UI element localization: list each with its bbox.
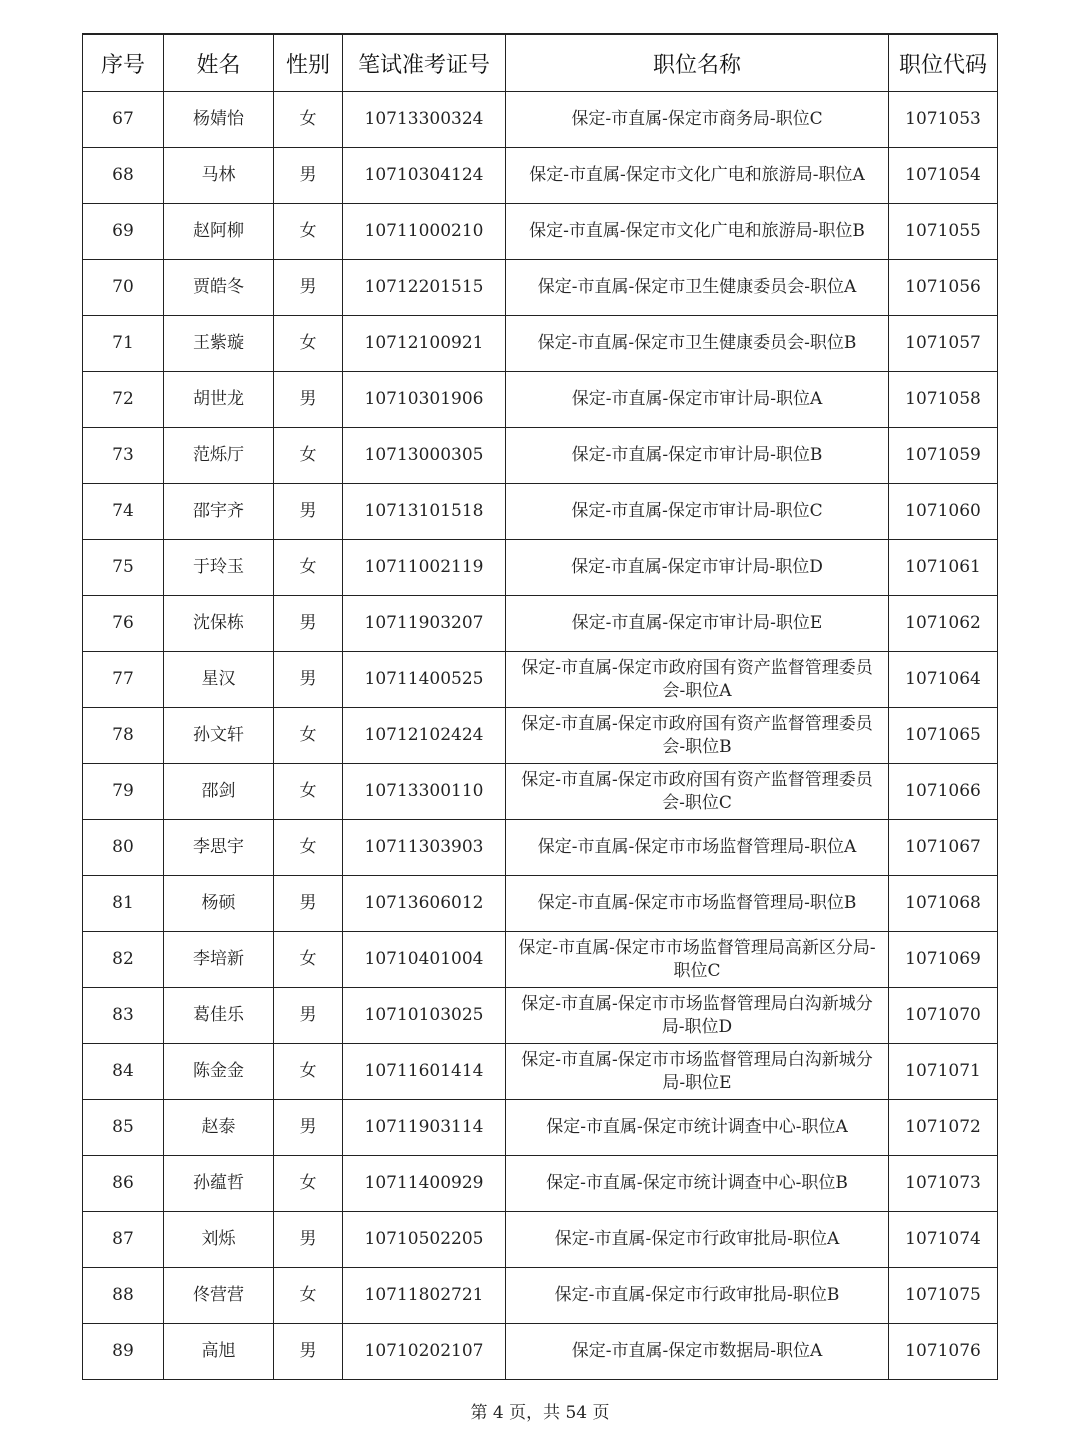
cell-gender: 女 <box>274 764 343 820</box>
cell-position-code: 1071071 <box>889 1044 998 1100</box>
cell-name: 高旭 <box>164 1324 274 1380</box>
header-exam-id: 笔试准考证号 <box>343 34 506 92</box>
cell-name: 赵泰 <box>164 1100 274 1156</box>
cell-serial-number: 87 <box>83 1212 164 1268</box>
cell-name: 佟营营 <box>164 1268 274 1324</box>
cell-name: 马林 <box>164 148 274 204</box>
cell-gender: 女 <box>274 316 343 372</box>
cell-exam-id: 10711000210 <box>343 204 506 260</box>
cell-name: 范烁厅 <box>164 428 274 484</box>
cell-serial-number: 89 <box>83 1324 164 1380</box>
cell-name: 刘烁 <box>164 1212 274 1268</box>
cell-position-name: 保定-市直属-保定市文化广电和旅游局-职位B <box>506 204 889 260</box>
cell-serial-number: 80 <box>83 820 164 876</box>
cell-position-code: 1071062 <box>889 596 998 652</box>
cell-position-name: 保定-市直属-保定市审计局-职位D <box>506 540 889 596</box>
roster-table <box>82 33 998 1380</box>
table-row <box>83 372 998 428</box>
cell-serial-number: 68 <box>83 148 164 204</box>
cell-gender: 男 <box>274 1212 343 1268</box>
cell-exam-id: 10711400929 <box>343 1156 506 1212</box>
cell-position-code: 1071060 <box>889 484 998 540</box>
cell-exam-id: 10711903207 <box>343 596 506 652</box>
cell-name: 李思宇 <box>164 820 274 876</box>
cell-gender: 女 <box>274 1156 343 1212</box>
cell-name: 李培新 <box>164 932 274 988</box>
cell-name: 杨硕 <box>164 876 274 932</box>
cell-name: 赵阿柳 <box>164 204 274 260</box>
cell-position-name: 保定-市直属-保定市卫生健康委员会-职位A <box>506 260 889 316</box>
cell-position-name: 保定-市直属-保定市政府国有资产监督管理委员会-职位B <box>506 708 889 764</box>
cell-gender: 男 <box>274 596 343 652</box>
cell-gender: 女 <box>274 820 343 876</box>
cell-gender: 男 <box>274 1324 343 1380</box>
table-row <box>83 764 998 820</box>
cell-position-code: 1071072 <box>889 1100 998 1156</box>
cell-position-name: 保定-市直属-保定市文化广电和旅游局-职位A <box>506 148 889 204</box>
cell-gender: 女 <box>274 428 343 484</box>
cell-position-code: 1071069 <box>889 932 998 988</box>
table-row <box>83 876 998 932</box>
cell-exam-id: 10710502205 <box>343 1212 506 1268</box>
cell-position-name: 保定-市直属-保定市政府国有资产监督管理委员会-职位C <box>506 764 889 820</box>
cell-name: 葛佳乐 <box>164 988 274 1044</box>
cell-position-code: 1071070 <box>889 988 998 1044</box>
cell-gender: 男 <box>274 148 343 204</box>
cell-gender: 男 <box>274 988 343 1044</box>
cell-position-name: 保定-市直属-保定市商务局-职位C <box>506 92 889 148</box>
cell-name: 贾皓冬 <box>164 260 274 316</box>
cell-position-code: 1071055 <box>889 204 998 260</box>
cell-exam-id: 10710202107 <box>343 1324 506 1380</box>
table-row <box>83 1044 998 1100</box>
cell-position-name: 保定-市直属-保定市市场监督管理局白沟新城分局-职位D <box>506 988 889 1044</box>
cell-position-code: 1071056 <box>889 260 998 316</box>
cell-name: 邵宇齐 <box>164 484 274 540</box>
cell-position-code: 1071074 <box>889 1212 998 1268</box>
table-row <box>83 820 998 876</box>
cell-exam-id: 10710304124 <box>343 148 506 204</box>
cell-position-code: 1071065 <box>889 708 998 764</box>
cell-name: 孙文轩 <box>164 708 274 764</box>
cell-exam-id: 10713101518 <box>343 484 506 540</box>
header-name: 姓名 <box>164 34 274 92</box>
cell-serial-number: 77 <box>83 652 164 708</box>
cell-position-name: 保定-市直属-保定市审计局-职位B <box>506 428 889 484</box>
cell-gender: 女 <box>274 92 343 148</box>
table-row <box>83 428 998 484</box>
cell-position-code: 1071057 <box>889 316 998 372</box>
cell-name: 陈金金 <box>164 1044 274 1100</box>
table-row <box>83 1268 998 1324</box>
cell-gender: 男 <box>274 876 343 932</box>
cell-serial-number: 88 <box>83 1268 164 1324</box>
table-row <box>83 1324 998 1380</box>
cell-position-name: 保定-市直属-保定市卫生健康委员会-职位B <box>506 316 889 372</box>
cell-serial-number: 73 <box>83 428 164 484</box>
cell-position-code: 1071061 <box>889 540 998 596</box>
cell-exam-id: 10711002119 <box>343 540 506 596</box>
cell-position-name: 保定-市直属-保定市统计调查中心-职位A <box>506 1100 889 1156</box>
table-row <box>83 1100 998 1156</box>
cell-position-code: 1071073 <box>889 1156 998 1212</box>
cell-position-code: 1071066 <box>889 764 998 820</box>
cell-gender: 女 <box>274 1268 343 1324</box>
table-row <box>83 932 998 988</box>
table-row <box>83 596 998 652</box>
cell-position-name: 保定-市直属-保定市市场监督管理局-职位A <box>506 820 889 876</box>
cell-gender: 女 <box>274 1044 343 1100</box>
cell-exam-id: 10713606012 <box>343 876 506 932</box>
cell-exam-id: 10710103025 <box>343 988 506 1044</box>
cell-serial-number: 78 <box>83 708 164 764</box>
cell-serial-number: 72 <box>83 372 164 428</box>
cell-serial-number: 85 <box>83 1100 164 1156</box>
cell-serial-number: 82 <box>83 932 164 988</box>
table-row <box>83 708 998 764</box>
cell-position-name: 保定-市直属-保定市行政审批局-职位A <box>506 1212 889 1268</box>
cell-exam-id: 10712102424 <box>343 708 506 764</box>
header-serial-number: 序号 <box>83 34 164 92</box>
cell-serial-number: 67 <box>83 92 164 148</box>
cell-serial-number: 84 <box>83 1044 164 1100</box>
cell-serial-number: 70 <box>83 260 164 316</box>
cell-position-name: 保定-市直属-保定市审计局-职位C <box>506 484 889 540</box>
cell-serial-number: 74 <box>83 484 164 540</box>
header-position-code: 职位代码 <box>889 34 998 92</box>
table-body <box>83 92 998 1380</box>
cell-position-code: 1071054 <box>889 148 998 204</box>
cell-position-name: 保定-市直属-保定市政府国有资产监督管理委员会-职位A <box>506 652 889 708</box>
cell-name: 邵剑 <box>164 764 274 820</box>
cell-position-name: 保定-市直属-保定市市场监督管理局白沟新城分局-职位E <box>506 1044 889 1100</box>
cell-exam-id: 10713300324 <box>343 92 506 148</box>
cell-name: 胡世龙 <box>164 372 274 428</box>
cell-exam-id: 10711400525 <box>343 652 506 708</box>
cell-serial-number: 79 <box>83 764 164 820</box>
cell-serial-number: 69 <box>83 204 164 260</box>
cell-position-name: 保定-市直属-保定市市场监督管理局-职位B <box>506 876 889 932</box>
cell-gender: 女 <box>274 540 343 596</box>
cell-name: 杨婧怡 <box>164 92 274 148</box>
cell-exam-id: 10711903114 <box>343 1100 506 1156</box>
table-row <box>83 204 998 260</box>
table-row <box>83 484 998 540</box>
cell-position-name: 保定-市直属-保定市市场监督管理局高新区分局-职位C <box>506 932 889 988</box>
cell-position-code: 1071059 <box>889 428 998 484</box>
cell-position-code: 1071076 <box>889 1324 998 1380</box>
cell-serial-number: 81 <box>83 876 164 932</box>
cell-gender: 男 <box>274 484 343 540</box>
cell-serial-number: 83 <box>83 988 164 1044</box>
cell-serial-number: 71 <box>83 316 164 372</box>
table-row <box>83 260 998 316</box>
table-row <box>83 316 998 372</box>
cell-exam-id: 10713300110 <box>343 764 506 820</box>
cell-position-code: 1071053 <box>889 92 998 148</box>
table-header-row <box>83 34 998 92</box>
cell-position-code: 1071064 <box>889 652 998 708</box>
cell-gender: 男 <box>274 372 343 428</box>
header-gender: 性别 <box>274 34 343 92</box>
cell-gender: 男 <box>274 652 343 708</box>
cell-position-name: 保定-市直属-保定市数据局-职位A <box>506 1324 889 1380</box>
cell-serial-number: 86 <box>83 1156 164 1212</box>
cell-position-name: 保定-市直属-保定市统计调查中心-职位B <box>506 1156 889 1212</box>
table-row <box>83 540 998 596</box>
table-row <box>83 148 998 204</box>
cell-exam-id: 10711303903 <box>343 820 506 876</box>
cell-gender: 女 <box>274 932 343 988</box>
cell-serial-number: 75 <box>83 540 164 596</box>
table-row <box>83 92 998 148</box>
table-row <box>83 1156 998 1212</box>
cell-serial-number: 76 <box>83 596 164 652</box>
cell-position-code: 1071075 <box>889 1268 998 1324</box>
cell-exam-id: 10712100921 <box>343 316 506 372</box>
cell-exam-id: 10711601414 <box>343 1044 506 1100</box>
cell-exam-id: 10712201515 <box>343 260 506 316</box>
cell-exam-id: 10710401004 <box>343 932 506 988</box>
cell-gender: 女 <box>274 204 343 260</box>
cell-name: 沈保栋 <box>164 596 274 652</box>
cell-gender: 男 <box>274 1100 343 1156</box>
header-position-name: 职位名称 <box>506 34 889 92</box>
cell-position-name: 保定-市直属-保定市审计局-职位E <box>506 596 889 652</box>
cell-gender: 女 <box>274 708 343 764</box>
cell-name: 孙蕴哲 <box>164 1156 274 1212</box>
cell-name: 于玲玉 <box>164 540 274 596</box>
table-row <box>83 1212 998 1268</box>
page-number: 第 4 页，共 54 页 <box>470 1403 610 1423</box>
cell-position-code: 1071067 <box>889 820 998 876</box>
cell-position-name: 保定-市直属-保定市审计局-职位A <box>506 372 889 428</box>
table-row <box>83 652 998 708</box>
cell-name: 王紫璇 <box>164 316 274 372</box>
cell-name: 星汉 <box>164 652 274 708</box>
table-row <box>83 988 998 1044</box>
cell-position-code: 1071068 <box>889 876 998 932</box>
cell-exam-id: 10710301906 <box>343 372 506 428</box>
cell-position-name: 保定-市直属-保定市行政审批局-职位B <box>506 1268 889 1324</box>
cell-position-code: 1071058 <box>889 372 998 428</box>
cell-gender: 男 <box>274 260 343 316</box>
cell-exam-id: 10713000305 <box>343 428 506 484</box>
cell-exam-id: 10711802721 <box>343 1268 506 1324</box>
